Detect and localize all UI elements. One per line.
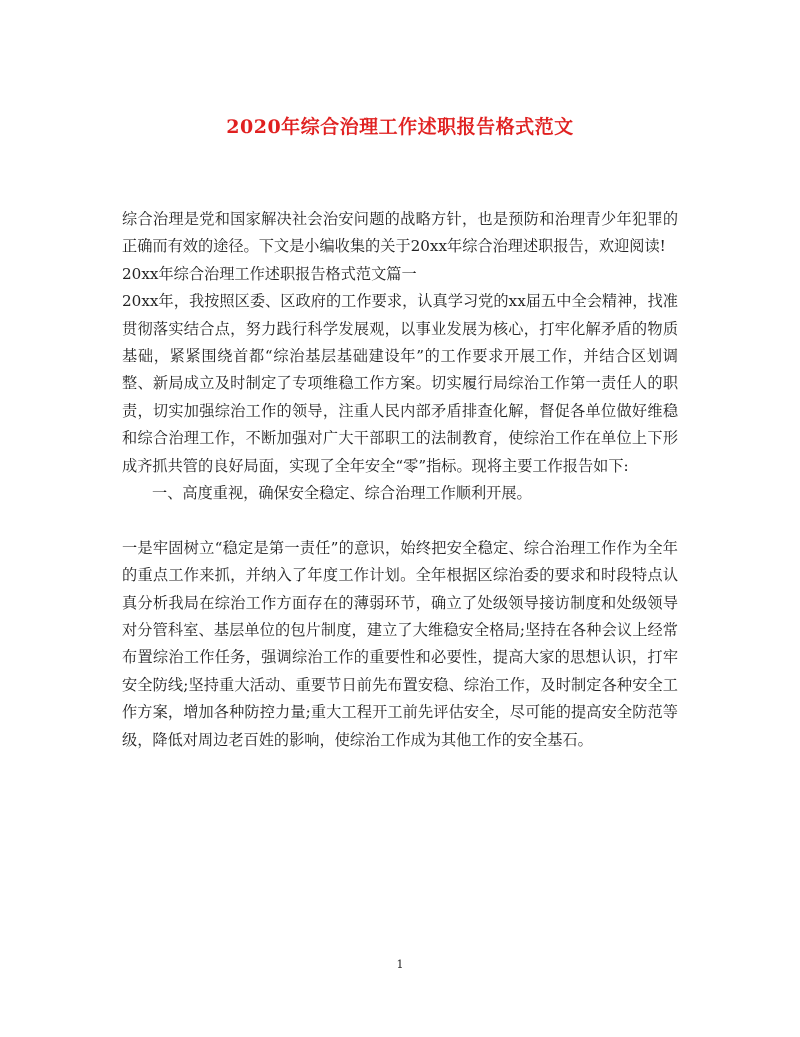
paragraph-2: 一是牢固树立“稳定是第一责任”的意识，始终把安全稳定、综合治理工作作为全年的重点工作来抓，并纳入了年度工作计划。全年根据区综治委的要求和时段特点认真分析我局在综治工作方面存在的薄弱环节，确立了处级领导接访制度和处级领导对分管科室、基层单位的包片制度，建立了大维稳安全格局;坚持在各种会议上经常布置综治工作任务，强调综治工作的重要性和必要性，提高大家的思想认识，打牢安全防线;坚持重大活动、重要节日前先布置安稳、综治工作，及时制定各种安全工作方案，增加各种防控力量;重大工程开工前先评估安全，尽可能的提高安全防范等级，降低对周边老百姓的影响，使综治工作成为其他工作的安全基石。: [122, 538, 678, 749]
paragraph-1: 20xx年，我按照区委、区政府的工作要求，认真学习党的xx届五中全会精神，找准贯彻落实结合点，努力践行科学发展观，以事业发展为核心，打牢化解矛盾的物质基础，紧紧围绕首都“综治基层基础建设年”的工作要求开展工作，并结合区划调整、新局成立及时制定了专项维稳工作方案。切实履行局综治工作第一责任人的职责，切实加强综治工作的领导，注重人民内部矛盾排查化解，督促各单位做好维稳和综合治理工作，不断加强对广大干部职工的法制教育，使综治工作在单位上下形成齐抓共管的良好局面，实现了全年安全“零”指标。现将主要工作报告如下:: [122, 292, 678, 475]
intro-paragraph: 综合治理是党和国家解决社会治安问题的战略方针，也是预防和治理青少年犯罪的正确而有效的途径。下文是小编收集的关于20xx年综合治理述职报告，欢迎阅读!: [122, 210, 678, 256]
page-number: 1: [396, 958, 404, 971]
document-body: [122, 206, 678, 754]
section-title: 20xx年综合治理工作述职报告格式范文篇一: [122, 264, 417, 283]
heading-1: 一、高度重视，确保安全稳定、综合治理工作顺利开展。: [152, 484, 532, 503]
document-title: 2020年综合治理工作述职报告格式范文: [226, 116, 574, 138]
paragraph-gap: [122, 507, 678, 534]
